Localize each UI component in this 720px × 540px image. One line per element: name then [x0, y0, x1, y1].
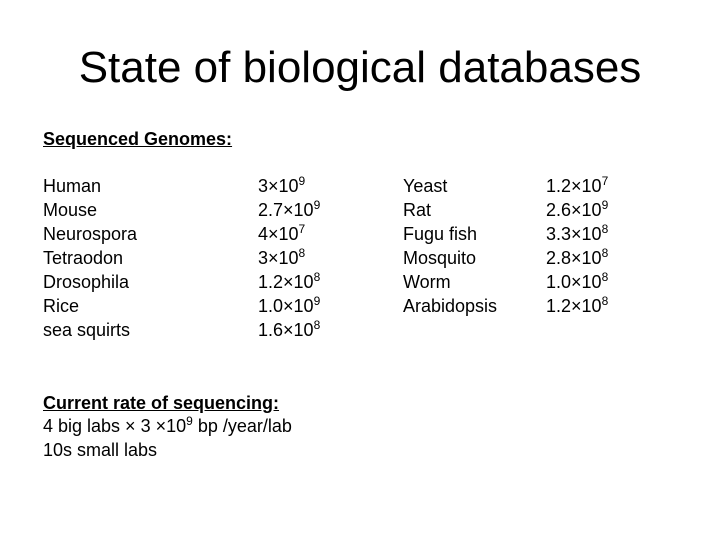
genome-size-exponent: 9 — [313, 294, 321, 308]
genome-name: Drosophila — [43, 272, 130, 292]
genome-size-mantissa: 1.2×10 — [546, 296, 602, 316]
genome-size — [258, 246, 320, 270]
genome-size-exponent: 7 — [601, 174, 609, 188]
genome-size-exponent: 9 — [601, 198, 609, 212]
genome-size-mantissa: 1.2×10 — [546, 176, 602, 196]
genome-name: sea squirts — [43, 320, 131, 340]
rate-line-big-labs — [43, 414, 292, 438]
genome-sizes-right-column — [546, 174, 608, 318]
genome-name: Rat — [403, 200, 432, 220]
genome-size — [258, 294, 320, 318]
genome-name: Arabidopsis — [403, 296, 498, 316]
genome-size-mantissa: 3×10 — [258, 248, 299, 268]
genome-size-exponent: 8 — [601, 222, 609, 236]
slide-title: State of biological databases — [78, 43, 642, 92]
genome-name: Mouse — [43, 200, 98, 220]
genome-size-exponent: 7 — [298, 222, 306, 236]
genome-name: Yeast — [403, 176, 448, 196]
genome-size-exponent: 9 — [313, 198, 321, 212]
genome-size-exponent: 8 — [601, 294, 609, 308]
genome-size — [546, 246, 608, 270]
sequenced-genomes-heading: Sequenced Genomes: — [43, 129, 233, 149]
genome-name: Worm — [403, 272, 451, 292]
genome-size-mantissa: 1.0×10 — [546, 272, 602, 292]
genome-size — [258, 270, 320, 294]
genome-size — [546, 294, 608, 318]
genome-size-mantissa: 2.7×10 — [258, 200, 314, 220]
genome-size — [546, 270, 608, 294]
rate-line-exponent: 9 — [186, 414, 193, 428]
genome-size-mantissa: 1.0×10 — [258, 296, 314, 316]
genome-size-mantissa: 3×10 — [258, 176, 299, 196]
genome-size-mantissa: 3.3×10 — [546, 224, 602, 244]
genome-size-exponent: 8 — [601, 270, 609, 284]
genome-size-mantissa: 2.6×10 — [546, 200, 602, 220]
rate-line-small-labs: 10s small labs — [43, 440, 158, 460]
genome-size-exponent: 8 — [313, 318, 321, 332]
genome-names-right-column — [403, 174, 497, 318]
genome-name: Fugu fish — [403, 224, 478, 244]
genome-size-exponent: 8 — [313, 270, 321, 284]
sequencing-rate-heading: Current rate of sequencing: — [43, 393, 280, 413]
genome-size — [258, 174, 320, 198]
genome-size — [546, 174, 608, 198]
genome-size-exponent: 8 — [298, 246, 306, 260]
rate-line-before: 4 big labs × 3 ×10 — [43, 416, 187, 436]
genome-name: Mosquito — [403, 248, 477, 268]
genome-sizes-left-column — [258, 174, 320, 342]
genome-size-mantissa: 1.2×10 — [258, 272, 314, 292]
genome-size-mantissa: 2.8×10 — [546, 248, 602, 268]
genome-size — [258, 198, 320, 222]
genome-size-mantissa: 1.6×10 — [258, 320, 314, 340]
sequencing-rate-text — [43, 414, 292, 462]
genome-name: Rice — [43, 296, 80, 316]
genome-size — [258, 222, 320, 246]
genome-name: Neurospora — [43, 224, 138, 244]
genome-size-exponent: 8 — [601, 246, 609, 260]
rate-line-after: bp /year/lab — [192, 416, 292, 436]
genome-size — [546, 198, 608, 222]
genome-size — [258, 318, 320, 342]
genome-name: Tetraodon — [43, 248, 124, 268]
genome-size-mantissa: 4×10 — [258, 224, 299, 244]
genome-names-left-column — [43, 174, 137, 342]
genome-size-exponent: 9 — [298, 174, 306, 188]
genome-size — [546, 222, 608, 246]
genome-name: Human — [43, 176, 102, 196]
